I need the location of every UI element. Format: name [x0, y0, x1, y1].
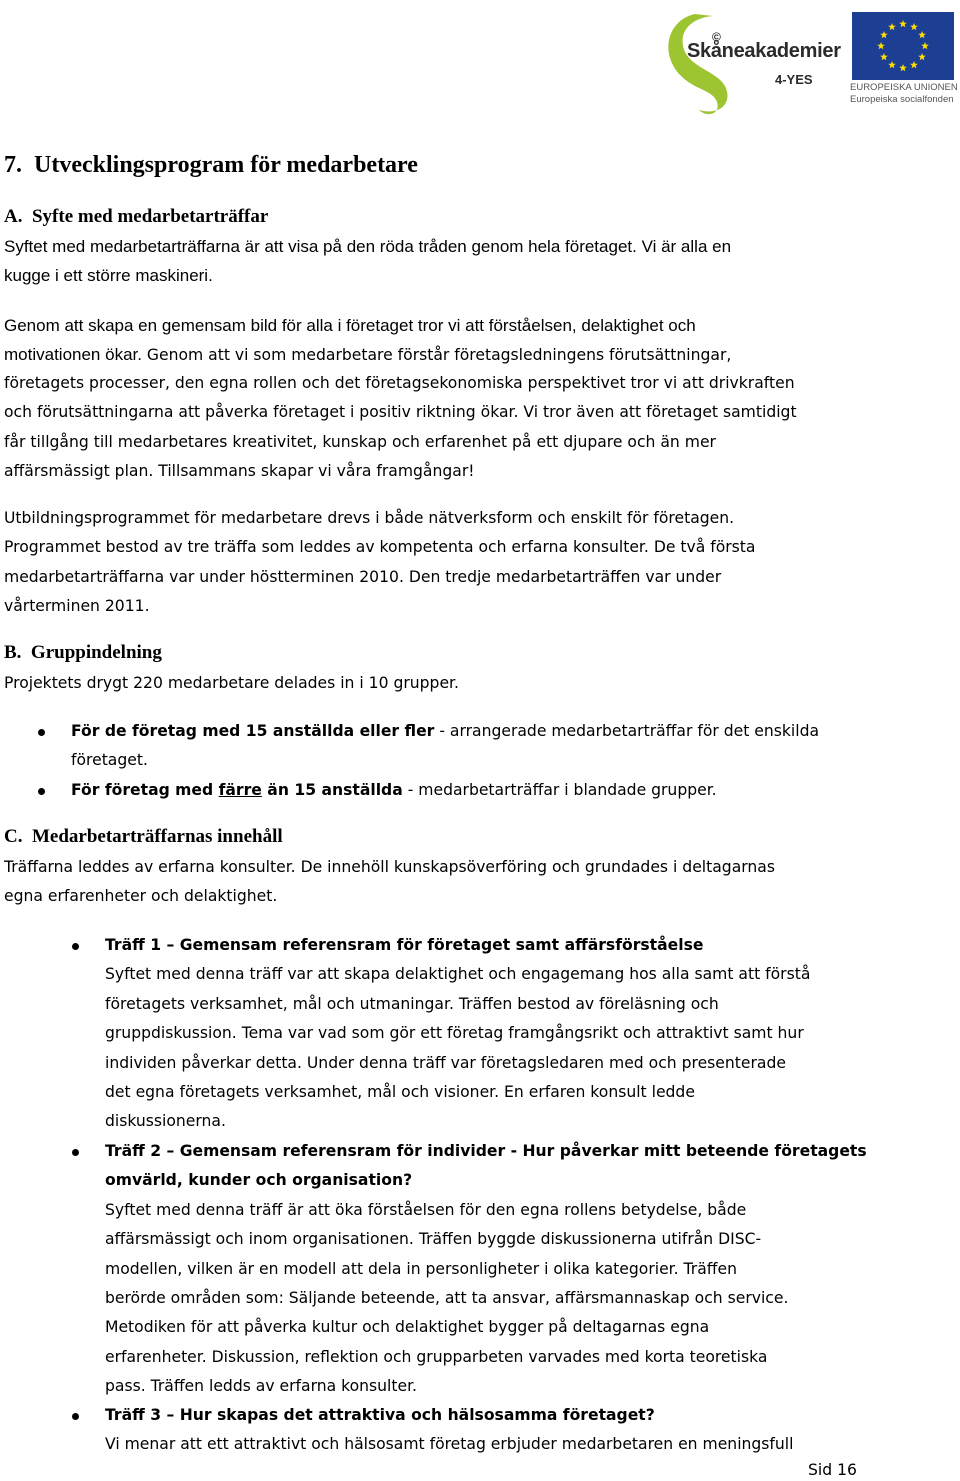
text-line: får tillgång till medarbetares kreativitet, kunskap och erfarenhet på ett djupare och än mer	[4, 432, 716, 451]
page-number: Sid 16	[808, 1461, 857, 1479]
section-a-paragraph-1	[4, 232, 731, 290]
text-line: berörde områden som: Säljande beteende, att ta ansvar, affärsmannaskap och service.	[105, 1289, 789, 1308]
text-line: Vi menar att ett attraktivt och hälsosamt företag erbjuder medarbetaren en meningsfull	[105, 1435, 794, 1454]
text-bold: än 15 anställda	[261, 781, 403, 799]
text-line: Programmet bestod av tre träffa som leddes av kompetenta och erfarna konsulter. De två första	[4, 538, 756, 557]
traff-3	[105, 1401, 793, 1460]
text-underline: färre	[218, 781, 262, 799]
skaneakademier-logo	[655, 6, 840, 116]
text-fragment: Genom att vi som medarbetare förstår företagsledningens förutsättningar,	[141, 346, 732, 364]
traff-1	[105, 931, 810, 1137]
text-line: det egna företagets verksamhet, mål och visioner. En erfaren konsult ledde	[105, 1083, 695, 1102]
traff-title: Träff 3 – Hur skapas det attraktiva och hälsosamma företaget?	[105, 1406, 655, 1424]
text-line: modellen, vilken är en modell att dela in personligheter i olika kategorier. Träffen	[105, 1259, 737, 1278]
text-line: företagets verksamhet, mål och utmaningar. Träffen bestod av föreläsning och	[105, 994, 719, 1013]
text-line: kugge i ett större maskineri.	[4, 266, 213, 285]
text-line: affärsmässigt och inom organisationen. Träffen byggde diskussionerna utifrån DISC-	[105, 1230, 762, 1249]
brand-name: Skåneakademier	[687, 40, 841, 62]
bullet-icon	[72, 943, 79, 950]
traff-title: omvärld, kunder och organisation?	[105, 1171, 413, 1190]
text-line: Träffarna leddes av erfarna konsulter. De innehöll kunskapsöverföring och grundades i deltagarnas	[4, 858, 775, 876]
eu-logo	[850, 12, 958, 107]
text-line: vårterminen 2011.	[4, 597, 150, 616]
group-item-small	[71, 776, 717, 805]
text-line: Syftet med denna träff var att skapa delaktighet och engagemang hos alla samt att förstå	[105, 965, 811, 984]
text-line-mixed	[4, 340, 731, 370]
group-item-large	[71, 717, 819, 776]
text-fragment: motivationen ökar.	[4, 345, 142, 364]
text-line: och förutsättningarna att påverka företaget i positiv riktning ökar. Vi tror även att företaget samtidigt	[4, 403, 797, 422]
bullet-icon	[38, 788, 45, 795]
text-fragment: - arrangerade medarbetarträffar för det enskilda	[434, 722, 820, 740]
text-line: Metodiken för att påverka kultur och delaktighet bygger på deltagarnas egna	[105, 1318, 710, 1337]
eu-line1: EUROPEISKA UNIONEN	[850, 82, 958, 93]
traff-2	[105, 1137, 867, 1402]
text-line: Genom att skapa en gemensam bild för alla i företaget tror vi att förståelsen, delaktighet och	[4, 316, 696, 335]
text-line: Syftet med denna träff är att öka förståelsen för den egna rollens betydelse, både	[105, 1200, 747, 1219]
brand-sub: 4-YES	[775, 72, 813, 87]
text-line: Utbildningsprogrammet för medarbetare drevs i både nätverksform och enskilt för företagen.	[4, 509, 735, 527]
eu-line2: Europeiska socialfonden	[850, 94, 954, 105]
text-bold: För de företag med 15 anställda eller fler	[71, 722, 435, 740]
text-line: erfarenheter. Diskussion, reflektion och grupparbeten varvades med korta teoretiska	[105, 1347, 768, 1366]
section-a-paragraph-2-rest	[4, 369, 797, 487]
eu-flag-icon	[852, 12, 954, 80]
text-bold: För företag med	[71, 781, 219, 799]
section-a-heading: A. Syfte med medarbetarträffar	[4, 206, 269, 227]
text-line: pass. Träffen ledds av erfarna konsulter.	[105, 1377, 418, 1396]
text-line: medarbetarträffarna var under höstterminen 2010. Den tredje medarbetarträffen var under	[4, 567, 722, 586]
text-line: företaget.	[71, 751, 148, 770]
section-c-heading: C. Medarbetarträffarnas innehåll	[4, 826, 283, 847]
section-b-heading: B. Gruppindelning	[4, 642, 162, 663]
section-c-intro	[4, 853, 775, 912]
text-line: diskussionerna.	[105, 1112, 226, 1131]
section-a-paragraph-2-lead	[4, 311, 731, 370]
text-line	[71, 717, 819, 746]
brand-copyright: ©	[712, 30, 721, 44]
bullet-icon	[72, 1149, 79, 1156]
section-a-paragraph-3	[4, 504, 755, 622]
text-line: företagets processer, den egna rollen och det företagsekonomiska perspektivet tror vi att drivkraften	[4, 374, 795, 392]
text-line: gruppdiskussion. Tema var vad som gör ett företag framgångsrikt och attraktivt samt hur	[105, 1024, 804, 1043]
bullet-icon	[72, 1413, 79, 1420]
section-title: 7. Utvecklingsprogram för medarbetare	[4, 152, 418, 178]
text-line: individen påverkar detta. Under denna träff var företagsledaren med och presenterade	[105, 1053, 786, 1072]
bullet-icon	[38, 729, 45, 736]
traff-title: Träff 2 – Gemensam referensram för individer - Hur påverkar mitt beteende företagets	[105, 1142, 867, 1160]
text-line: egna erfarenheter och delaktighet.	[4, 887, 278, 906]
traff-title: Träff 1 – Gemensam referensram för företaget samt affärsförståelse	[105, 936, 704, 954]
section-b-intro: Projektets drygt 220 medarbetare delades in i 10 grupper.	[4, 674, 459, 692]
text-line: affärsmässigt plan. Tillsammans skapar vi våra framgångar!	[4, 462, 475, 481]
text-fragment: - medarbetarträffar i blandade grupper.	[402, 781, 717, 799]
text-line: Syftet med medarbetarträffarna är att visa på den röda tråden genom hela företaget. Vi är alla en	[4, 237, 732, 256]
